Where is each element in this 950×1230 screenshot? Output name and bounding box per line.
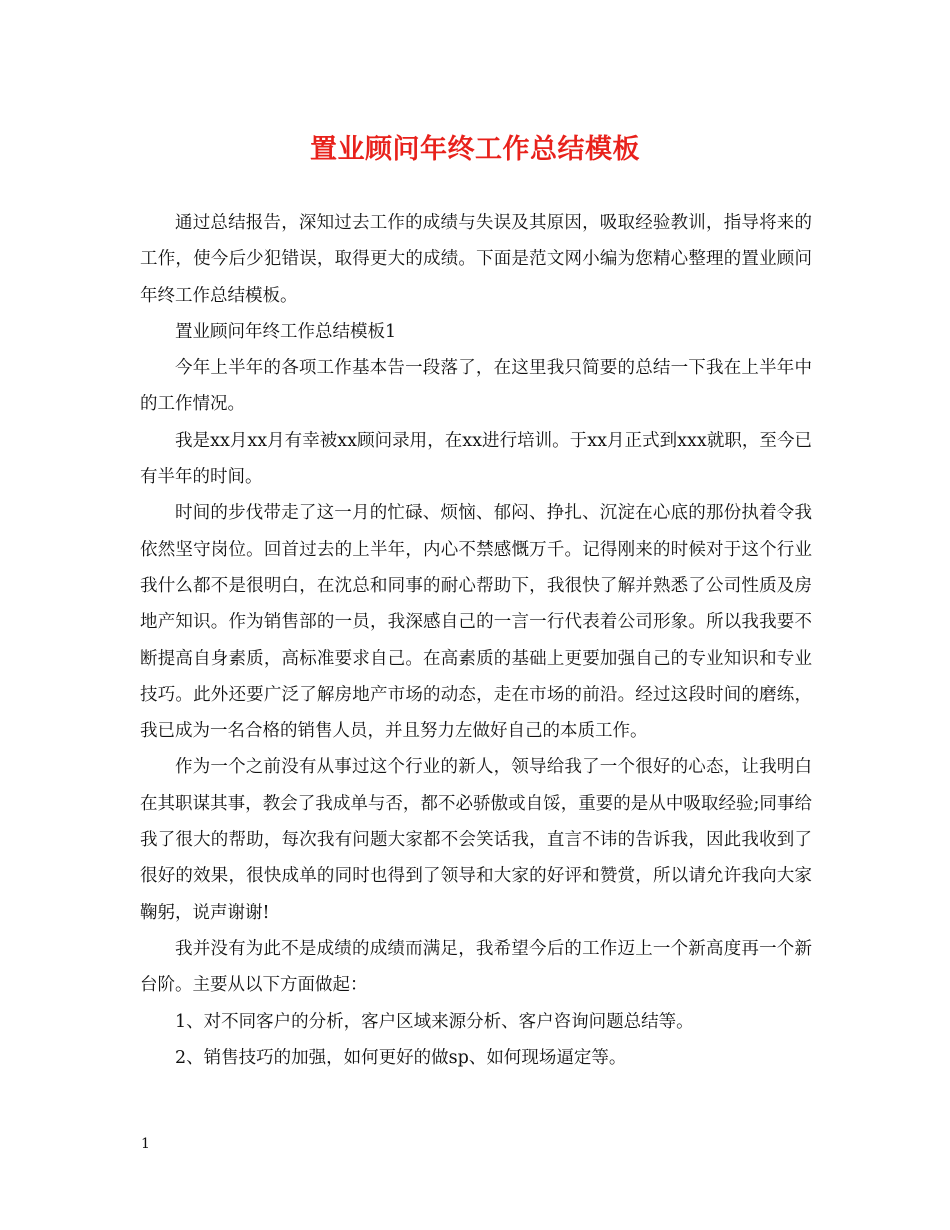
section-heading: 置业顾问年终工作总结模板1: [175, 321, 397, 342]
paragraph: 时间的步伐带走了这一月的忙碌、烦恼、郁闷、挣扎、沉淀在心底的那份执着令我依然坚守岗位。回首过去的上半年，内心不禁感慨万千。记得刚来的时候对于这个行业我什么都不是很明白，在沈总和同事的耐心帮助下，我很快了解并熟悉了公司性质及房地产知识。作为销售部的一员，我深感自己的一言一行代表着公司形象。所以我我要不断提高自身素质，高标准要求自己。在高素质的基础上更要加强自己的专业知识和专业技巧。此外还要广泛了解房地产市场的动态，走在市场的前沿。经过这段时间的磨练，我已成为一名合格的销售人员，并且努力左做好自己的本质工作。: [140, 503, 812, 742]
paragraph: 我并没有为此不是成绩的成绩而满足，我希望今后的工作迈上一个新高度再一个新台阶。主要从以下方面做起：: [140, 938, 812, 996]
paragraph-intro: 通过总结报告，深知过去工作的成绩与失误及其原因，吸取经验教训，指导将来的工作，使今后少犯错误，取得更大的成绩。下面是范文网小编为您精心整理的置业顾问年终工作总结模板。: [140, 213, 812, 306]
list-item: 1、对不同客户的分析，客户区域来源分析、客户咨询问题总结等。: [175, 1011, 694, 1032]
paragraph: 作为一个之前没有从事过这个行业的新人，领导给我了一个很好的心态，让我明白在其职谋其事，教会了我成单与否，都不必骄傲或自馁，重要的是从中吸取经验;同事给我了很大的帮助，每次我有问题大家都不会笑话我，直言不讳的告诉我，因此我收到了很好的效果，很快成单的同时也得到了领导和大家的好评和赞赏，所以请允许我向大家鞠躬，说声谢谢!: [140, 757, 812, 923]
document-body: [140, 205, 812, 1076]
paragraph: 今年上半年的各项工作基本告一段落了，在这里我只简要的总结一下我在上半年中的工作情况。: [140, 358, 812, 415]
page-number: 1: [141, 1136, 150, 1152]
document-title: 置业顾问年终工作总结模板: [310, 134, 640, 165]
paragraph: 我是xx月xx月有幸被xx顾问录用，在xx进行培训。于xx月正式到xxx就职，至今已有半年的时间。: [140, 430, 812, 488]
list-item: 2、销售技巧的加强，如何更好的做sp、如何现场逼定等。: [175, 1047, 627, 1068]
